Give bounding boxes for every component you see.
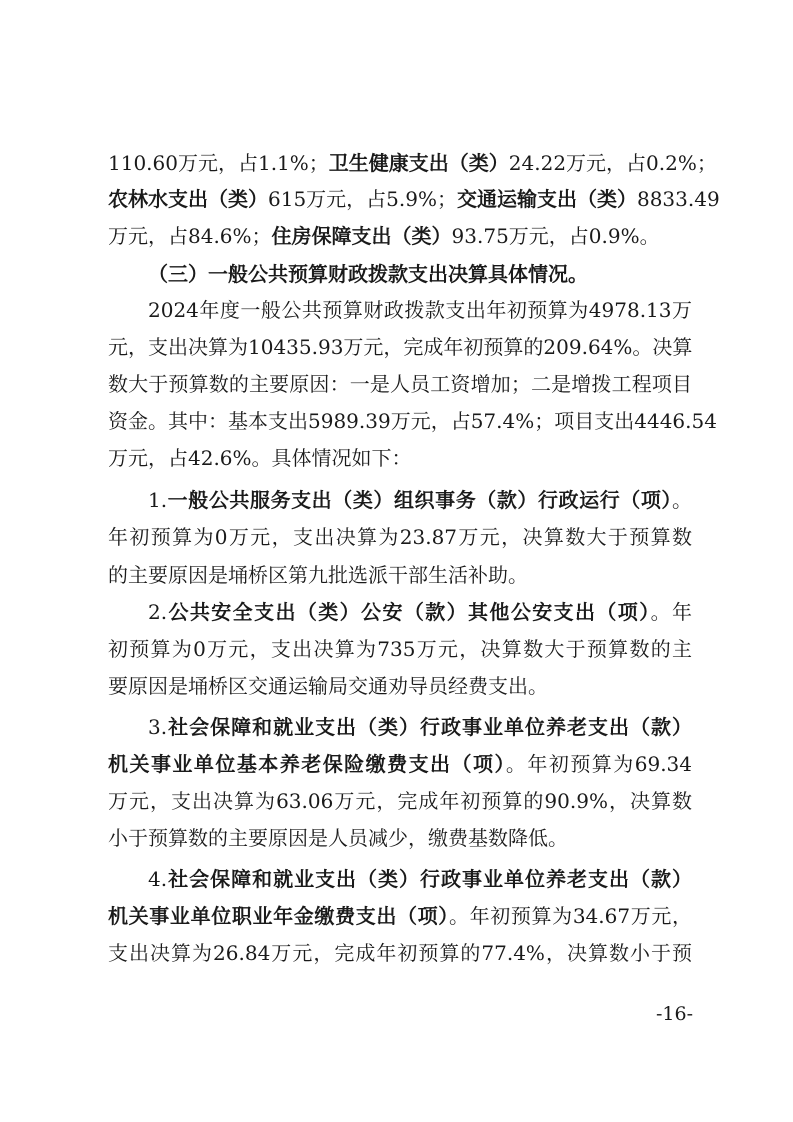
text-segment: 。 [672, 488, 692, 512]
text-segment: 万元，占42.6%。具体情况如下： [108, 446, 412, 470]
text-line [108, 371, 692, 397]
text-line [108, 445, 692, 471]
bold-heading-text: （三）一般公共预算财政拨款支出决算具体情况。 [148, 262, 588, 286]
text-segment: 3. [148, 715, 168, 739]
text-line [148, 599, 692, 625]
bold-heading-text: 农林水支出（类） [108, 187, 268, 211]
text-line [108, 788, 692, 814]
text-segment: 数大于预算数的主要原因：一是人员工资增加；二是增拨工程项目 [108, 372, 692, 396]
text-segment: 年初预算为0万元，支出决算为23.87万元，决算数大于预算数 [108, 525, 692, 549]
text-line [148, 487, 692, 513]
text-line [148, 866, 692, 892]
text-line [148, 297, 692, 323]
text-line [108, 903, 692, 929]
bold-heading-text: 交通运输支出（类） [456, 187, 637, 211]
text-segment: 2. [148, 600, 168, 624]
text-segment: 8833.49 [636, 187, 720, 211]
text-segment: 要原因是埇桥区交通运输局交通劝导员经费支出。 [108, 674, 548, 698]
text-line [108, 524, 692, 550]
text-line [148, 714, 692, 740]
text-segment: 万元，占84.6%； [108, 224, 272, 248]
text-segment: 的主要原因是埇桥区第九批选派干部生活补助。 [108, 563, 528, 587]
text-line [108, 150, 717, 176]
text-segment: 初预算为0万元，支出决算为735万元，决算数大于预算数的主 [108, 637, 692, 661]
text-segment: 支出决算为26.84万元，完成年初预算的77.4%，决算数小于预 [108, 941, 692, 965]
bold-heading-text: 公共安全支出（类）公安（款）其他公安支出（项） [167, 600, 651, 624]
text-line [108, 223, 692, 249]
text-segment: 。年初预算为34.67万元， [448, 904, 693, 928]
bold-heading-text: 一般公共服务支出（类）组织事务（款）行政运行（项） [167, 488, 672, 512]
text-segment: 。年初预算为69.34 [505, 752, 692, 776]
bold-heading-text: 社会保障和就业支出（类）行政事业单位养老支出（款） [167, 867, 692, 891]
bold-heading-text: 卫生健康支出（类） [328, 151, 509, 175]
text-line [148, 261, 692, 287]
text-segment: 615万元，占5.9%； [268, 187, 457, 211]
text-segment: 万元，支出决算为63.06万元，完成年初预算的90.9%，决算数 [108, 789, 692, 813]
text-segment: 资金。其中：基本支出5989.39万元，占57.4%；项目支出4446.54 [108, 409, 717, 433]
bold-heading-text: 社会保障和就业支出（类）行政事业单位养老支出（款） [167, 715, 692, 739]
text-segment: 2024年度一般公共预算财政拨款支出年初预算为4978.13万 [148, 298, 692, 322]
bold-heading-text: 机关事业单位基本养老保险缴费支出（项） [108, 752, 506, 776]
text-line [108, 186, 720, 212]
text-line [108, 825, 692, 851]
text-line [108, 334, 692, 360]
text-segment: 24.22万元，占0.2%； [508, 151, 717, 175]
bold-heading-text: 住房保障支出（类） [271, 224, 452, 248]
text-line [108, 562, 692, 588]
text-segment: 110.60万元，占1.1%； [108, 151, 329, 175]
text-line [108, 408, 717, 434]
text-segment: 93.75万元，占0.9%。 [451, 224, 660, 248]
text-line [108, 751, 692, 777]
text-segment: 小于预算数的主要原因是人员减少，缴费基数降低。 [108, 826, 568, 850]
text-segment: 元，支出决算为10435.93万元，完成年初预算的209.64%。决算 [108, 335, 693, 359]
text-line [108, 636, 692, 662]
text-segment: 1. [148, 488, 168, 512]
text-line [108, 673, 692, 699]
bold-heading-text: 机关事业单位职业年金缴费支出（项） [108, 904, 449, 928]
text-segment: 。年 [650, 600, 693, 624]
text-line [108, 940, 692, 966]
page-number: -16- [655, 1003, 693, 1025]
text-segment: 4. [148, 867, 168, 891]
